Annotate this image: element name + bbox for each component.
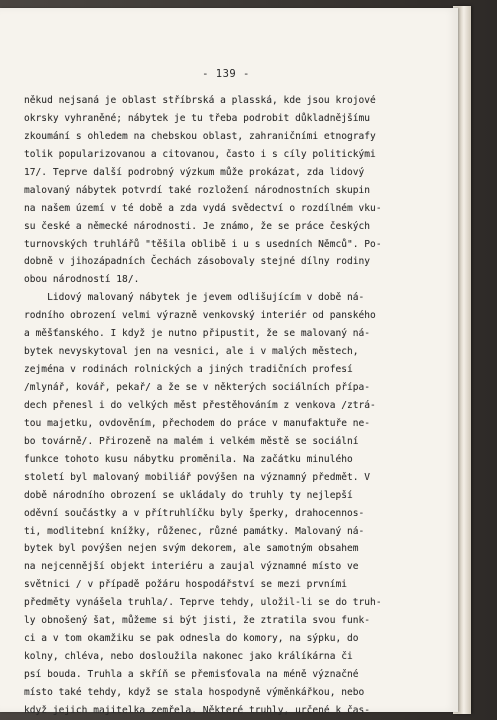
text-line: dobně v jihozápadních Čechách zásobovaly stejné dílny rodiny xyxy=(24,256,371,268)
text-line: zkoumání s ohledem na chebskou oblast, zahraničními etnografy xyxy=(24,130,376,142)
text-line: funkce tohoto kusu nábytku proměnila. Na začátku minulého xyxy=(24,453,353,465)
text-line: když jejich majitelka zemřela. Některé truhly, určené k čas- xyxy=(24,704,371,716)
text-line: století byl malovaný mobiliář povýšen na významný předmět. V xyxy=(24,471,371,483)
text-line: na nejcennější objekt interiéru a zaujal významné místo ve xyxy=(24,561,359,573)
text-line: rodního obrození velmi výrazně venkovský interiér od panského xyxy=(24,310,376,322)
body-text xyxy=(24,92,438,720)
text-line: ti, modlitební knížky, růženec, různé památky. Malovaný ná- xyxy=(24,525,365,537)
text-line: předměty vynášela truhla/. Teprve tehdy, uložil-li se do truh- xyxy=(24,597,382,609)
text-line: bo továrně/. Přirozeně na malém i velkém městě se sociální xyxy=(24,435,359,447)
text-line: někud nejsaná je oblast stříbrská a plasská, kde jsou krojové xyxy=(24,95,376,106)
text-line: dech přenesl i do velkých měst přestěhováním z venkova /ztrá- xyxy=(24,399,376,411)
text-line: turnovských truhlářů "těšila oblibě i u s usedních Němců". Po- xyxy=(24,238,382,250)
text-line: Lidový malovaný nábytek je jevem odlišujícím v době ná- xyxy=(24,292,365,304)
text-line: a měšťanského. I když je nutno připustit, že se malovaný ná- xyxy=(24,328,371,340)
text-line: na našem území v té době a zda vydá svědectví o rozdílném vku- xyxy=(24,202,382,214)
text-line: místo také tehdy, když se stala hospodyně výměnkářkou, nebo xyxy=(24,686,365,698)
text-line: době národního obrození se ukládaly do truhly ty nejlepší xyxy=(24,489,353,501)
text-line: malovaný nábytek potvrdí také rozložení národnostních skupin xyxy=(24,184,371,196)
text-line: tolik popularizovanou a citovanou, často i s cíly politickými xyxy=(24,148,376,160)
text-line: tou majetku, ovdověním, přechodem do práce v manufaktuře ne- xyxy=(24,417,371,429)
text-line: bytek byl povýšen nejen svým dekorem, ale samotným obsahem xyxy=(24,543,359,555)
text-line: su české a německé národnosti. Je známo, že se práce českých xyxy=(24,220,371,232)
page-number: - 139 - xyxy=(202,68,250,80)
text-line: ci a v tom okamžiku se pak odnesla do komory, na sýpku, do xyxy=(24,633,359,645)
text-line: okrsky vyhraněné; nábytek je tu třeba podrobit důkladnějšímu xyxy=(24,112,371,124)
text-line: obou národností 18/. xyxy=(24,274,140,286)
text-line: 17/. Teprve další podrobný výzkum může prokázat, zda lidový xyxy=(24,166,365,178)
text-line: zejména v rodinách rolnických a jiných tradičních profesí xyxy=(24,364,353,376)
text-line: oděvní součástky a v přítruhlíčku byly šperky, drahocennos- xyxy=(24,507,365,519)
text-line: psí bouda. Truhla a skříň se přemisťovala na méně význačné xyxy=(24,669,359,680)
document-page xyxy=(0,8,458,716)
text-line: bytek nevyskytoval jen na vesnici, ale i v malých městech, xyxy=(24,346,359,358)
text-line: /mlynář, kovář, pekař/ a že se v některých sociálních přípa- xyxy=(24,382,371,393)
text-line: ly obnošený šat, můžeme si být jisti, že ztratila svou funk- xyxy=(24,615,371,627)
text-line: kolny, chléva, nebo dosloužila nakonec jako králíkárna či xyxy=(24,651,353,663)
text-line: světnici / v případě požáru hospodářství se mezi prvními xyxy=(24,579,347,591)
